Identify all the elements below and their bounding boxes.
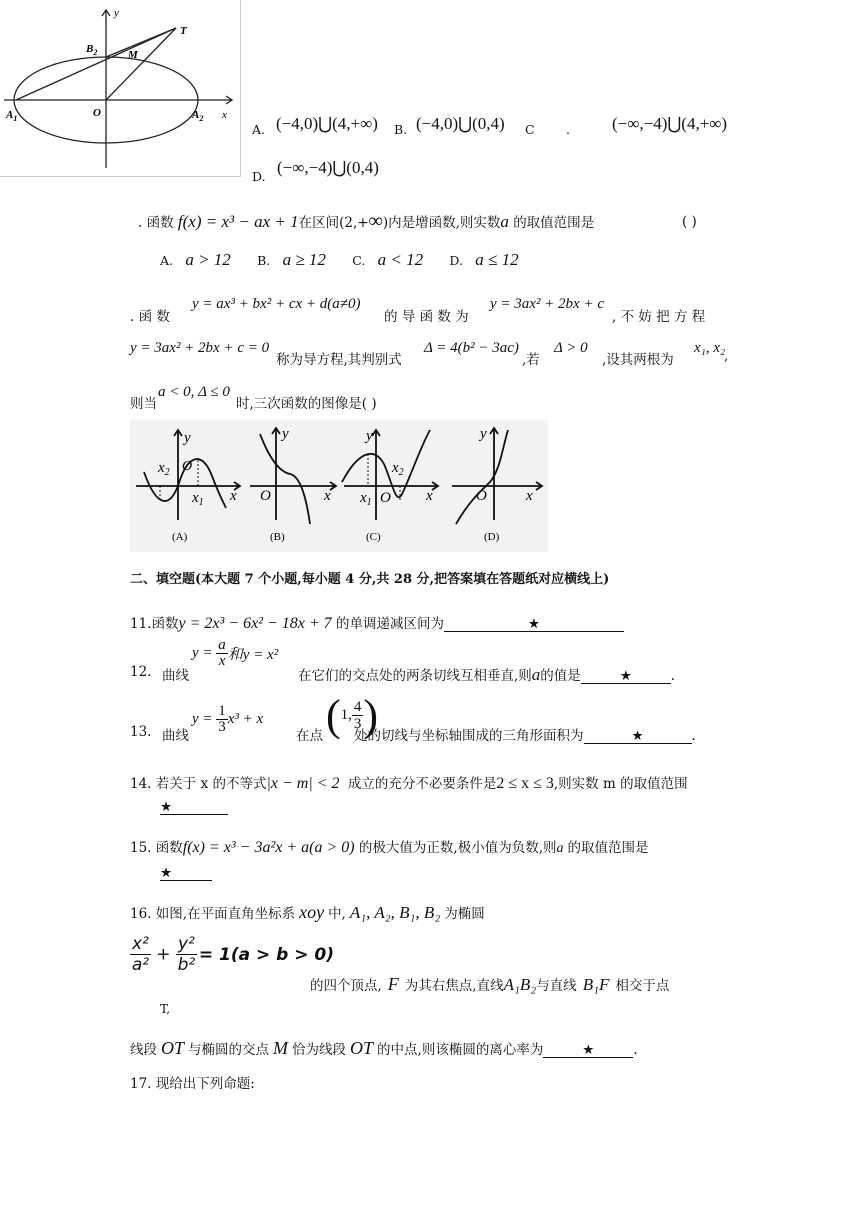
- graph-a-y: y: [184, 430, 191, 446]
- q9-option-d-label: D.: [252, 169, 266, 184]
- graph-b-caption: (B): [270, 531, 285, 543]
- q12-number: 12.: [130, 664, 152, 680]
- q9-option-c-dot: .: [566, 122, 570, 137]
- q14-answer-blank[interactable]: [160, 800, 228, 815]
- star-icon: ★: [160, 865, 173, 881]
- q16-l2-b: 为其右焦点,直线: [404, 978, 504, 994]
- star-icon: ★: [619, 668, 632, 684]
- fig-A1-label: $A_1$: [6, 109, 18, 123]
- q13-point-a: 1,: [340, 707, 352, 723]
- question-11: [130, 612, 624, 633]
- q15-number: 15.: [130, 840, 152, 856]
- q12-answer-blank[interactable]: [581, 669, 671, 684]
- q10-var: a: [500, 212, 509, 231]
- q10-prefix: . 函数: [138, 215, 174, 231]
- q16-l4-a: 线段: [130, 1042, 157, 1058]
- q12-end: .: [670, 668, 676, 684]
- q15-var: a: [556, 841, 564, 856]
- q11-formula: y = 2x³ − 6x² − 18x + 7: [178, 615, 332, 632]
- q10-formula: f(x) = x³ − ax + 1: [177, 212, 299, 231]
- q15-suffix2: 的取值范围是: [567, 840, 649, 856]
- q12-formula-b: 和y = x²: [227, 647, 279, 663]
- q-cubic-mid: 的 导 函 数 为: [384, 309, 469, 325]
- q10-options: [160, 250, 519, 270]
- q14-prefix: 若关于 x 的不等式: [155, 776, 267, 792]
- section-2-heading: 二、填空题(本大题 7 个小题,每小题 4 分,共 28 分,把答案填在答题纸对应横线上): [130, 572, 610, 587]
- q11-answer-blank[interactable]: [444, 617, 624, 632]
- graph-d-x: x: [526, 488, 533, 504]
- q14-suffix: ,则实数 m 的取值范围: [553, 776, 688, 792]
- q13-end: .: [691, 728, 696, 744]
- q13-answer-blank[interactable]: [584, 729, 692, 744]
- q13-frac-bot: 3: [218, 719, 226, 735]
- fig-T-label: T: [180, 25, 187, 37]
- q10-suffix: 的取值范围是: [513, 215, 595, 231]
- q9-option-b-label: B.: [394, 122, 408, 137]
- star-icon: ★: [527, 616, 541, 632]
- q-cubic-line3-condition: a < 0, Δ ≤ 0: [158, 384, 230, 400]
- graph-a-o: O: [182, 459, 193, 474]
- q12-var: a: [531, 665, 541, 684]
- q9-option-c-label: C: [525, 122, 535, 137]
- graph-c-x: x: [426, 488, 433, 504]
- graph-b-o: O: [260, 488, 271, 504]
- q16-M: M: [273, 1038, 289, 1058]
- q12-frac-top: a: [218, 637, 226, 653]
- q12-prefix: 曲线: [162, 668, 189, 684]
- q12-suffix: 在它们的交点处的两条切线互相垂直,则: [298, 668, 532, 684]
- q10-option-a: a > 12: [185, 250, 231, 269]
- graph-d-y: y: [480, 426, 487, 442]
- q13-frac-top: 1: [218, 703, 226, 719]
- graph-a-x: x: [230, 488, 237, 504]
- q16-end: .: [633, 1042, 638, 1058]
- question-14: [130, 772, 688, 793]
- q-cubic-line2-roots: x₁, x₂: [694, 340, 726, 356]
- question-17: [130, 1072, 255, 1092]
- fig-x-label: x: [222, 109, 227, 121]
- graph-c-x2: $x_2$: [392, 460, 404, 478]
- graph-c-caption: (C): [366, 531, 381, 543]
- q13-mid: 在点: [296, 728, 323, 744]
- q16-eq-y-top: y²: [177, 934, 195, 954]
- q15-answer-blank[interactable]: [160, 866, 212, 881]
- q14-mid: 成立的充分不必要条件是: [347, 776, 497, 792]
- q13-point-bot: 3: [353, 716, 362, 732]
- q13-point: (1, $\frac{4}{3}$ ): [326, 691, 379, 740]
- q16-l3: T,: [160, 1002, 171, 1016]
- star-icon: ★: [582, 1042, 595, 1058]
- q10-infinity: ∞: [368, 210, 383, 232]
- question-16-line2: [310, 974, 669, 995]
- q16-xoy: xoy: [299, 902, 325, 922]
- question-15: [130, 836, 649, 857]
- q16-OT2: OT: [350, 1038, 374, 1058]
- q9-option-a-label: A.: [252, 122, 266, 137]
- q16-F: F: [387, 974, 399, 994]
- q-cubic-prefix: . 函 数: [130, 309, 170, 325]
- question-16-line1: [130, 902, 485, 923]
- q16-l4-b: 与椭圆的交点: [188, 1042, 270, 1058]
- graph-c-o: O: [380, 490, 391, 506]
- fig-y-label: y: [114, 7, 119, 19]
- q13-point-top: 4: [353, 699, 362, 715]
- q10-option-b-label: B.: [257, 253, 271, 268]
- question-12-text: [298, 664, 675, 685]
- fig-A2-label: $A_2$: [192, 109, 204, 123]
- q9-option-b: (−4,0)⋃(0,4): [416, 114, 505, 133]
- graph-d-caption: (D): [484, 531, 500, 543]
- q16-l2-c: 与直线: [536, 978, 577, 994]
- q14-formula: |x − m| < 2: [266, 775, 340, 792]
- graph-d-o: O: [476, 488, 487, 504]
- q13-prefix: 曲线: [162, 728, 189, 744]
- q14-number: 14.: [130, 776, 152, 792]
- q16-prefix: 如图,在平面直角坐标系: [155, 906, 296, 922]
- q-cubic-formula2: y = 3ax² + 2bx + c: [490, 296, 604, 312]
- fig-M-label: M: [128, 49, 138, 61]
- q12-frac-bot: x: [218, 653, 226, 669]
- q16-OT: OT: [161, 1038, 185, 1058]
- q11-suffix: 的单调递减区间为: [335, 616, 444, 632]
- q13-formula-a: y =: [192, 711, 213, 727]
- q10-mid2: )内是增函数,则实数: [382, 215, 501, 231]
- q10-option-b: a ≥ 12: [282, 250, 326, 269]
- q15-prefix: 函数: [155, 840, 183, 856]
- q16-B1F: B₁F: [582, 975, 610, 994]
- q16-eq-rest: = 1(a > b > 0): [198, 944, 335, 965]
- q16-mid2: 为椭圆: [444, 906, 485, 922]
- q-cubic-formula1: y = ax³ + bx² + cx + d(a≠0): [192, 296, 361, 312]
- graph-b-y: y: [282, 426, 289, 442]
- q13-formula-b: x³ + x: [227, 711, 264, 727]
- q16-answer-blank[interactable]: [543, 1043, 633, 1058]
- q16-A1B2: A₁B₂: [503, 975, 537, 994]
- q16-l2-a: 的四个顶点,: [310, 978, 382, 994]
- q10-option-d-label: D.: [449, 253, 463, 268]
- q-cubic-suffix: , 不 妨 把 方 程: [612, 309, 706, 325]
- fig-O-label: O: [93, 107, 101, 119]
- q16-number: 16.: [130, 906, 152, 922]
- q-cubic-line3-suffix: 时,三次函数的图像是( ): [236, 396, 377, 412]
- q14-formula2: 2 ≤ x ≤ 3: [496, 775, 554, 792]
- q17-number: 17.: [130, 1076, 152, 1092]
- star-icon: ★: [631, 728, 644, 744]
- q-cubic-line2-condition: Δ > 0: [554, 340, 588, 356]
- q12-formula: [192, 638, 278, 669]
- q13-number: 13.: [130, 724, 152, 740]
- q16-l2-d: 相交于点: [615, 978, 670, 994]
- question-16-line4: [130, 1038, 638, 1059]
- q9-option-a: (−4,0)⋃(4,+∞): [276, 114, 378, 133]
- q13-suffix: 处的切线与坐标轴围成的三角形面积为: [354, 728, 584, 744]
- q9-option-c: (−∞,−4)⋃(4,+∞): [612, 114, 728, 133]
- q10-option-d: a ≤ 12: [475, 250, 519, 269]
- question-13-text: [354, 724, 696, 744]
- q10-answer-paren: ( ): [682, 214, 697, 230]
- q10-mid: 在区间(2,+: [298, 215, 369, 231]
- q-cubic-line3-prefix: 则当: [130, 396, 157, 412]
- q10-option-c: a < 12: [377, 250, 424, 269]
- q10-option-c-label: C.: [352, 253, 366, 268]
- q-cubic-line2-mid: 称为导方程,其判别式: [276, 352, 402, 368]
- graph-a-x1: $x_1$: [192, 490, 204, 508]
- q16-ellipse-equation: $\frac{\text{x²}}{\text{a²}}$ + $\frac{\text{y²}}{\text{b²}}$ = 1(a > b > 0): [131, 934, 335, 975]
- q17-text: 现给出下列命题:: [155, 1076, 255, 1092]
- q15-suffix: 的极大值为正数,极小值为负数,则: [358, 840, 557, 856]
- q12-formula-a: y =: [192, 645, 213, 661]
- q16-l4-c: 恰为线段: [292, 1042, 347, 1058]
- star-icon: ★: [160, 799, 173, 815]
- cubic-graphs-figure: [130, 420, 548, 552]
- q9-option-d: (−∞,−4)⋃(0,4): [277, 158, 379, 177]
- q16-vertices: A₁, A₂, B₁, B₂: [349, 903, 441, 922]
- fig-B2-label: $B_2$: [86, 43, 98, 57]
- q-cubic-line2-mid2: ,若: [522, 352, 540, 368]
- q11-prefix: 函数: [151, 616, 179, 632]
- graph-a-x2: $x_2$: [158, 460, 170, 478]
- q16-eq-x-bot: a²: [131, 955, 150, 975]
- q16-l4-d: 的中点,则该椭圆的离心率为: [377, 1042, 544, 1058]
- q13-formula: [192, 704, 263, 735]
- graph-c-y: y: [366, 428, 373, 444]
- q16-eq-y-bot: b²: [177, 955, 196, 975]
- q11-number: 11.: [130, 616, 152, 632]
- q-cubic-line2-formula1: y = 3ax² + 2bx + c = 0: [130, 340, 270, 356]
- q10-option-a-label: A.: [160, 253, 174, 268]
- question-increasing-function: [138, 210, 594, 233]
- graph-b-x: x: [324, 488, 331, 504]
- q16-mid: 中,: [328, 906, 346, 922]
- ellipse-figure: [0, 0, 241, 177]
- graph-a-caption: (A): [172, 531, 188, 543]
- q12-suffix2: 的值是: [540, 668, 581, 684]
- graph-c-x1: $x_1$: [360, 490, 372, 508]
- q15-formula: f(x) = x³ − 3a²x + a(a > 0): [182, 839, 355, 856]
- q-cubic-line2-suffix: ,: [724, 348, 729, 364]
- q-cubic-line2-discriminant: Δ = 4(b² − 3ac): [424, 340, 519, 356]
- q-cubic-line2-mid3: ,设其两根为: [602, 352, 674, 368]
- q16-eq-x-top: x²: [132, 934, 149, 954]
